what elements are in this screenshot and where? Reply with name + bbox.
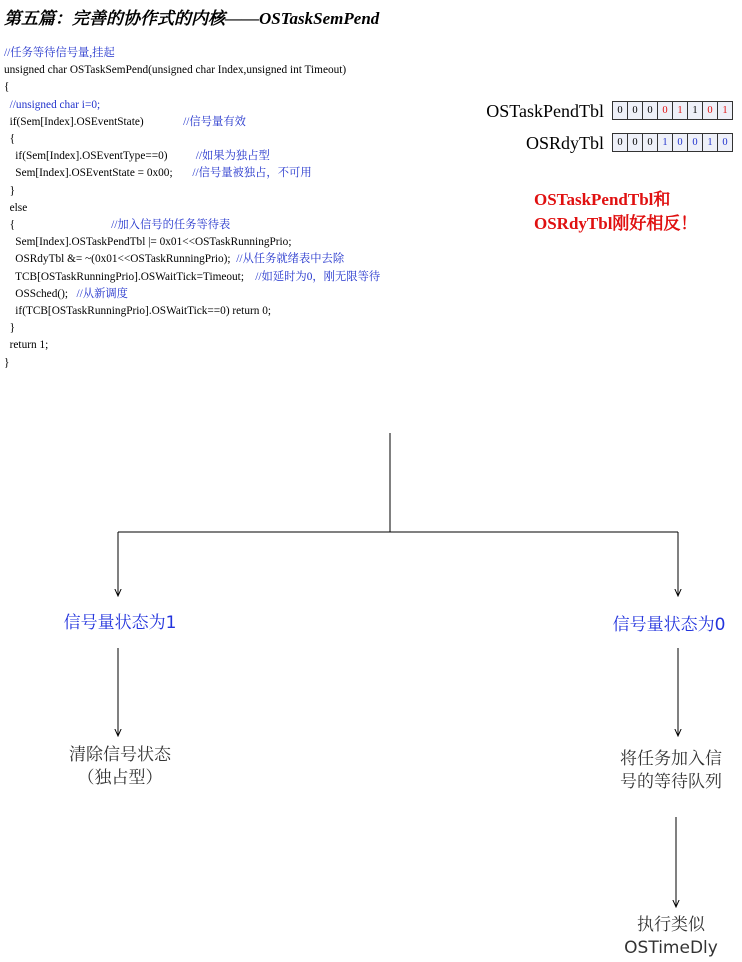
- code-comment: //任务等待信号量,挂起: [4, 47, 115, 59]
- pend-bit-cell: 1: [688, 102, 703, 119]
- code-comment: //如延时为0，刚无限等待: [243, 270, 381, 283]
- code-text: TCB[OSTaskRunningPrio].OSWaitTick=Timeout;: [4, 270, 244, 283]
- code-text: if(Sem[Index].OSEventState): [4, 115, 144, 128]
- left-action-node: 清除信号状态 （独占型）: [69, 745, 171, 788]
- code-comment: //加入信号的任务等待表: [15, 219, 231, 232]
- pend-bit-cell: 0: [658, 102, 673, 119]
- rdy-table-label: OSRdyTbl: [525, 133, 604, 153]
- code-text: if(TCB[OSTaskRunningPrio].OSWaitTick==0) return 0;: [4, 305, 271, 318]
- code-comment: //信号量有效: [143, 115, 246, 128]
- code-text: OSRdyTbl &= ~(0x01<<OSTaskRunningPrio);: [4, 253, 231, 266]
- code-comment: //信号量被独占，不可用: [172, 167, 312, 180]
- right-action-node: 将任务加入信 号的等待队列: [620, 749, 722, 792]
- page-title: 第五篇：完善的协作式的内核——OSTaskSemPend: [4, 9, 380, 28]
- pend-bit-cell: 1: [722, 105, 728, 116]
- pend-bit-cell: 1: [673, 102, 688, 119]
- rdy-bit-cell: 0: [673, 134, 688, 151]
- rdy-bit-cell: 1: [703, 134, 718, 151]
- code-text: unsigned char OSTaskSemPend(unsigned char Index,unsigned int Timeout): [4, 64, 347, 77]
- code-text: Sem[Index].OSEventState = 0x00;: [4, 167, 173, 180]
- rdy-bit-cell: 0: [688, 134, 703, 151]
- code-comment: //从新调度: [68, 287, 128, 300]
- code-comment: //unsigned char i=0;: [4, 98, 101, 111]
- rdy-bit-cell: 0: [613, 134, 628, 151]
- pend-bit-cell: 0: [643, 102, 658, 119]
- rdy-bit-cell: 0: [643, 134, 658, 151]
- left-state-node: 信号量状态为1: [63, 613, 177, 633]
- code-text: else: [4, 201, 28, 214]
- code-text: }: [4, 356, 10, 369]
- right-state-node: 信号量状态为0: [612, 615, 726, 635]
- code-text: Sem[Index].OSTaskPendTbl |= 0x01<<OSTaskRunningPrio;: [4, 236, 292, 249]
- rdy-bit-cell: 0: [722, 137, 728, 148]
- code-text: {: [4, 219, 16, 232]
- opposite-note: OSTaskPendTbl和 OSRdyTbl刚好相反！: [534, 190, 698, 233]
- code-comment: //如果为独占型: [167, 150, 270, 163]
- rdy-bit-cell: 1: [658, 134, 673, 151]
- code-text: {: [4, 133, 16, 146]
- pend-table-label: OSTaskPendTbl: [486, 101, 604, 121]
- code-text: if(Sem[Index].OSEventType==0): [4, 150, 168, 163]
- pend-bit-cell: 0: [703, 102, 718, 119]
- final-action-node: 执行类似 OSTimeDly: [624, 915, 718, 958]
- code-text: {: [4, 81, 10, 94]
- code-text: }: [4, 184, 16, 197]
- code-text: }: [4, 322, 16, 335]
- rdy-bit-cell: 0: [628, 134, 643, 151]
- pend-bit-cell: 0: [628, 102, 643, 119]
- code-comment: //从任务就绪表中去除: [230, 253, 345, 266]
- code-text: OSSched();: [4, 287, 69, 300]
- code-text: return 1;: [4, 339, 49, 352]
- pend-bit-cell: 0: [613, 102, 628, 119]
